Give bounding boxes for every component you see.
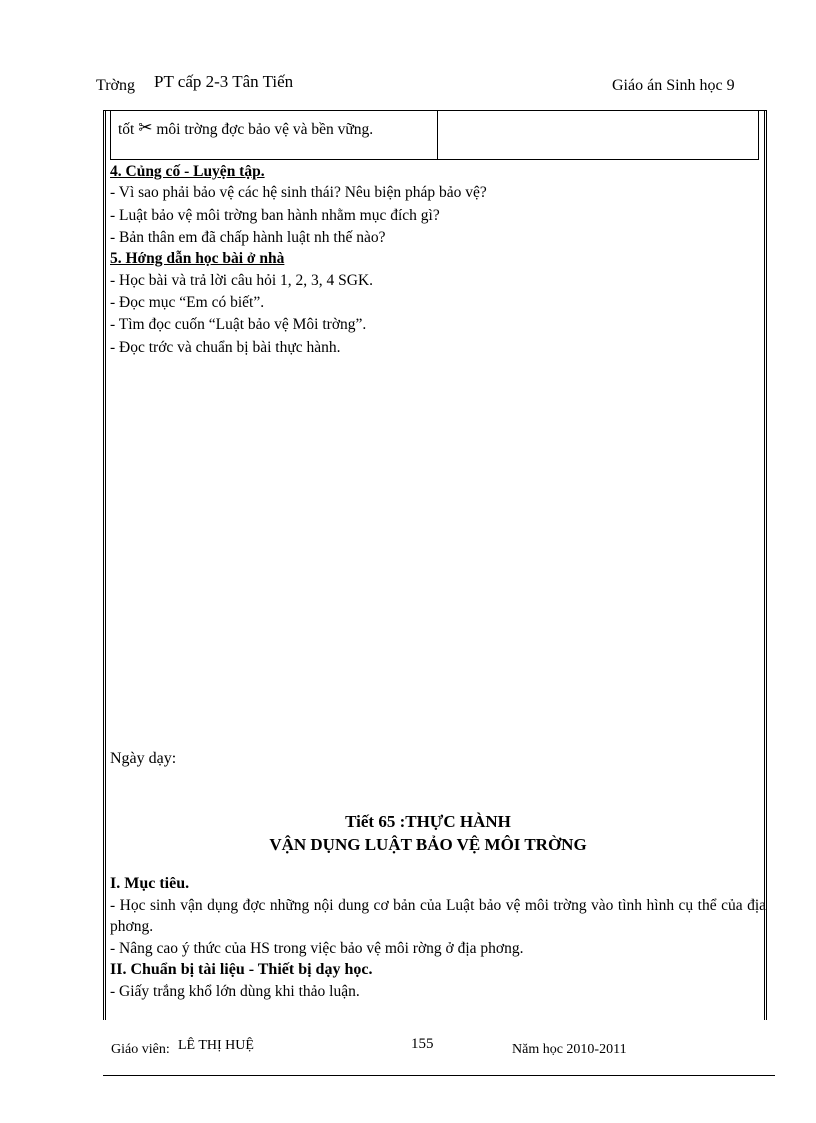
- frame-right-border: [764, 110, 767, 1020]
- part1-heading: I. Mục tiêu.: [110, 875, 190, 892]
- section4-item: - Bản thân em đã chấp hành luật nh thế nào?: [110, 229, 386, 246]
- date-label: Ngày dạy:: [110, 750, 177, 767]
- section5-item: - Học bài và trả lời câu hỏi 1, 2, 3, 4 SGK.: [110, 272, 374, 289]
- table-cell-prefix: tốt: [118, 121, 135, 138]
- part2-heading: II. Chuẩn bị tài liệu - Thiết bị dạy học.: [110, 961, 373, 978]
- lesson-title-line2: VẬN DỤNG LUẬT BẢO VỆ MÔI TRỜNG: [269, 835, 587, 854]
- section5-heading: 5. Hớng dẫn học bài ở nhà: [110, 250, 285, 267]
- section5-item: - Đọc trớc và chuẩn bị bài thực hành.: [110, 339, 341, 356]
- table-cell-text: [118, 118, 433, 140]
- table-bottom-border: [110, 159, 759, 160]
- part1-item: - Nâng cao ý thức của HS trong việc bảo vệ môi rờng ở địa phơng.: [110, 940, 524, 957]
- frame-left-border: [103, 110, 106, 1020]
- section5-item: - Tìm đọc cuốn “Luật bảo vệ Môi trờng”.: [110, 316, 367, 333]
- footer-teacher-name: LÊ THỊ HUỆ: [178, 1038, 254, 1053]
- table-right-inner-border: [758, 110, 759, 160]
- table-left-inner-border: [110, 110, 111, 160]
- footer-teacher-label: Giáo viên:: [111, 1042, 170, 1057]
- header-subject: Giáo án Sinh học 9: [612, 77, 735, 94]
- header-school-prefix: Trờng: [96, 77, 135, 94]
- table-cell-body: môi trờng đợc bảo vệ và bền vững.: [156, 121, 374, 138]
- footer-school-year: Năm học 2010-2011: [512, 1042, 627, 1057]
- section4-item: - Vì sao phải bảo vệ các hệ sinh thái? Nêu biện pháp bảo vệ?: [110, 184, 487, 201]
- part1-item: - Học sinh vận dụng đợc những nội dung cơ bản của Luật bảo vệ môi trờng vào tình hình cụ thể của địa phơng.: [110, 897, 766, 935]
- footer-rule: [103, 1075, 775, 1076]
- part2-item: - Giấy trắng khổ lớn dùng khi thảo luận.: [110, 983, 360, 1000]
- footer-page-number: 155: [411, 1036, 434, 1052]
- section4-heading: 4. Củng cố - Luyện tập.: [110, 163, 265, 180]
- section4-item: - Luật bảo vệ môi trờng ban hành nhằm mục đích gì?: [110, 207, 440, 224]
- table-top-border: [103, 110, 766, 111]
- section5-item: - Đọc mục “Em có biết”.: [110, 294, 265, 311]
- table-column-divider: [437, 110, 438, 160]
- lesson-title-line1: Tiết 65 :THỰC HÀNH: [345, 812, 511, 831]
- scissors-icon: ✂: [138, 118, 153, 138]
- header-school-name: PT cấp 2-3 Tân Tiến: [154, 72, 294, 91]
